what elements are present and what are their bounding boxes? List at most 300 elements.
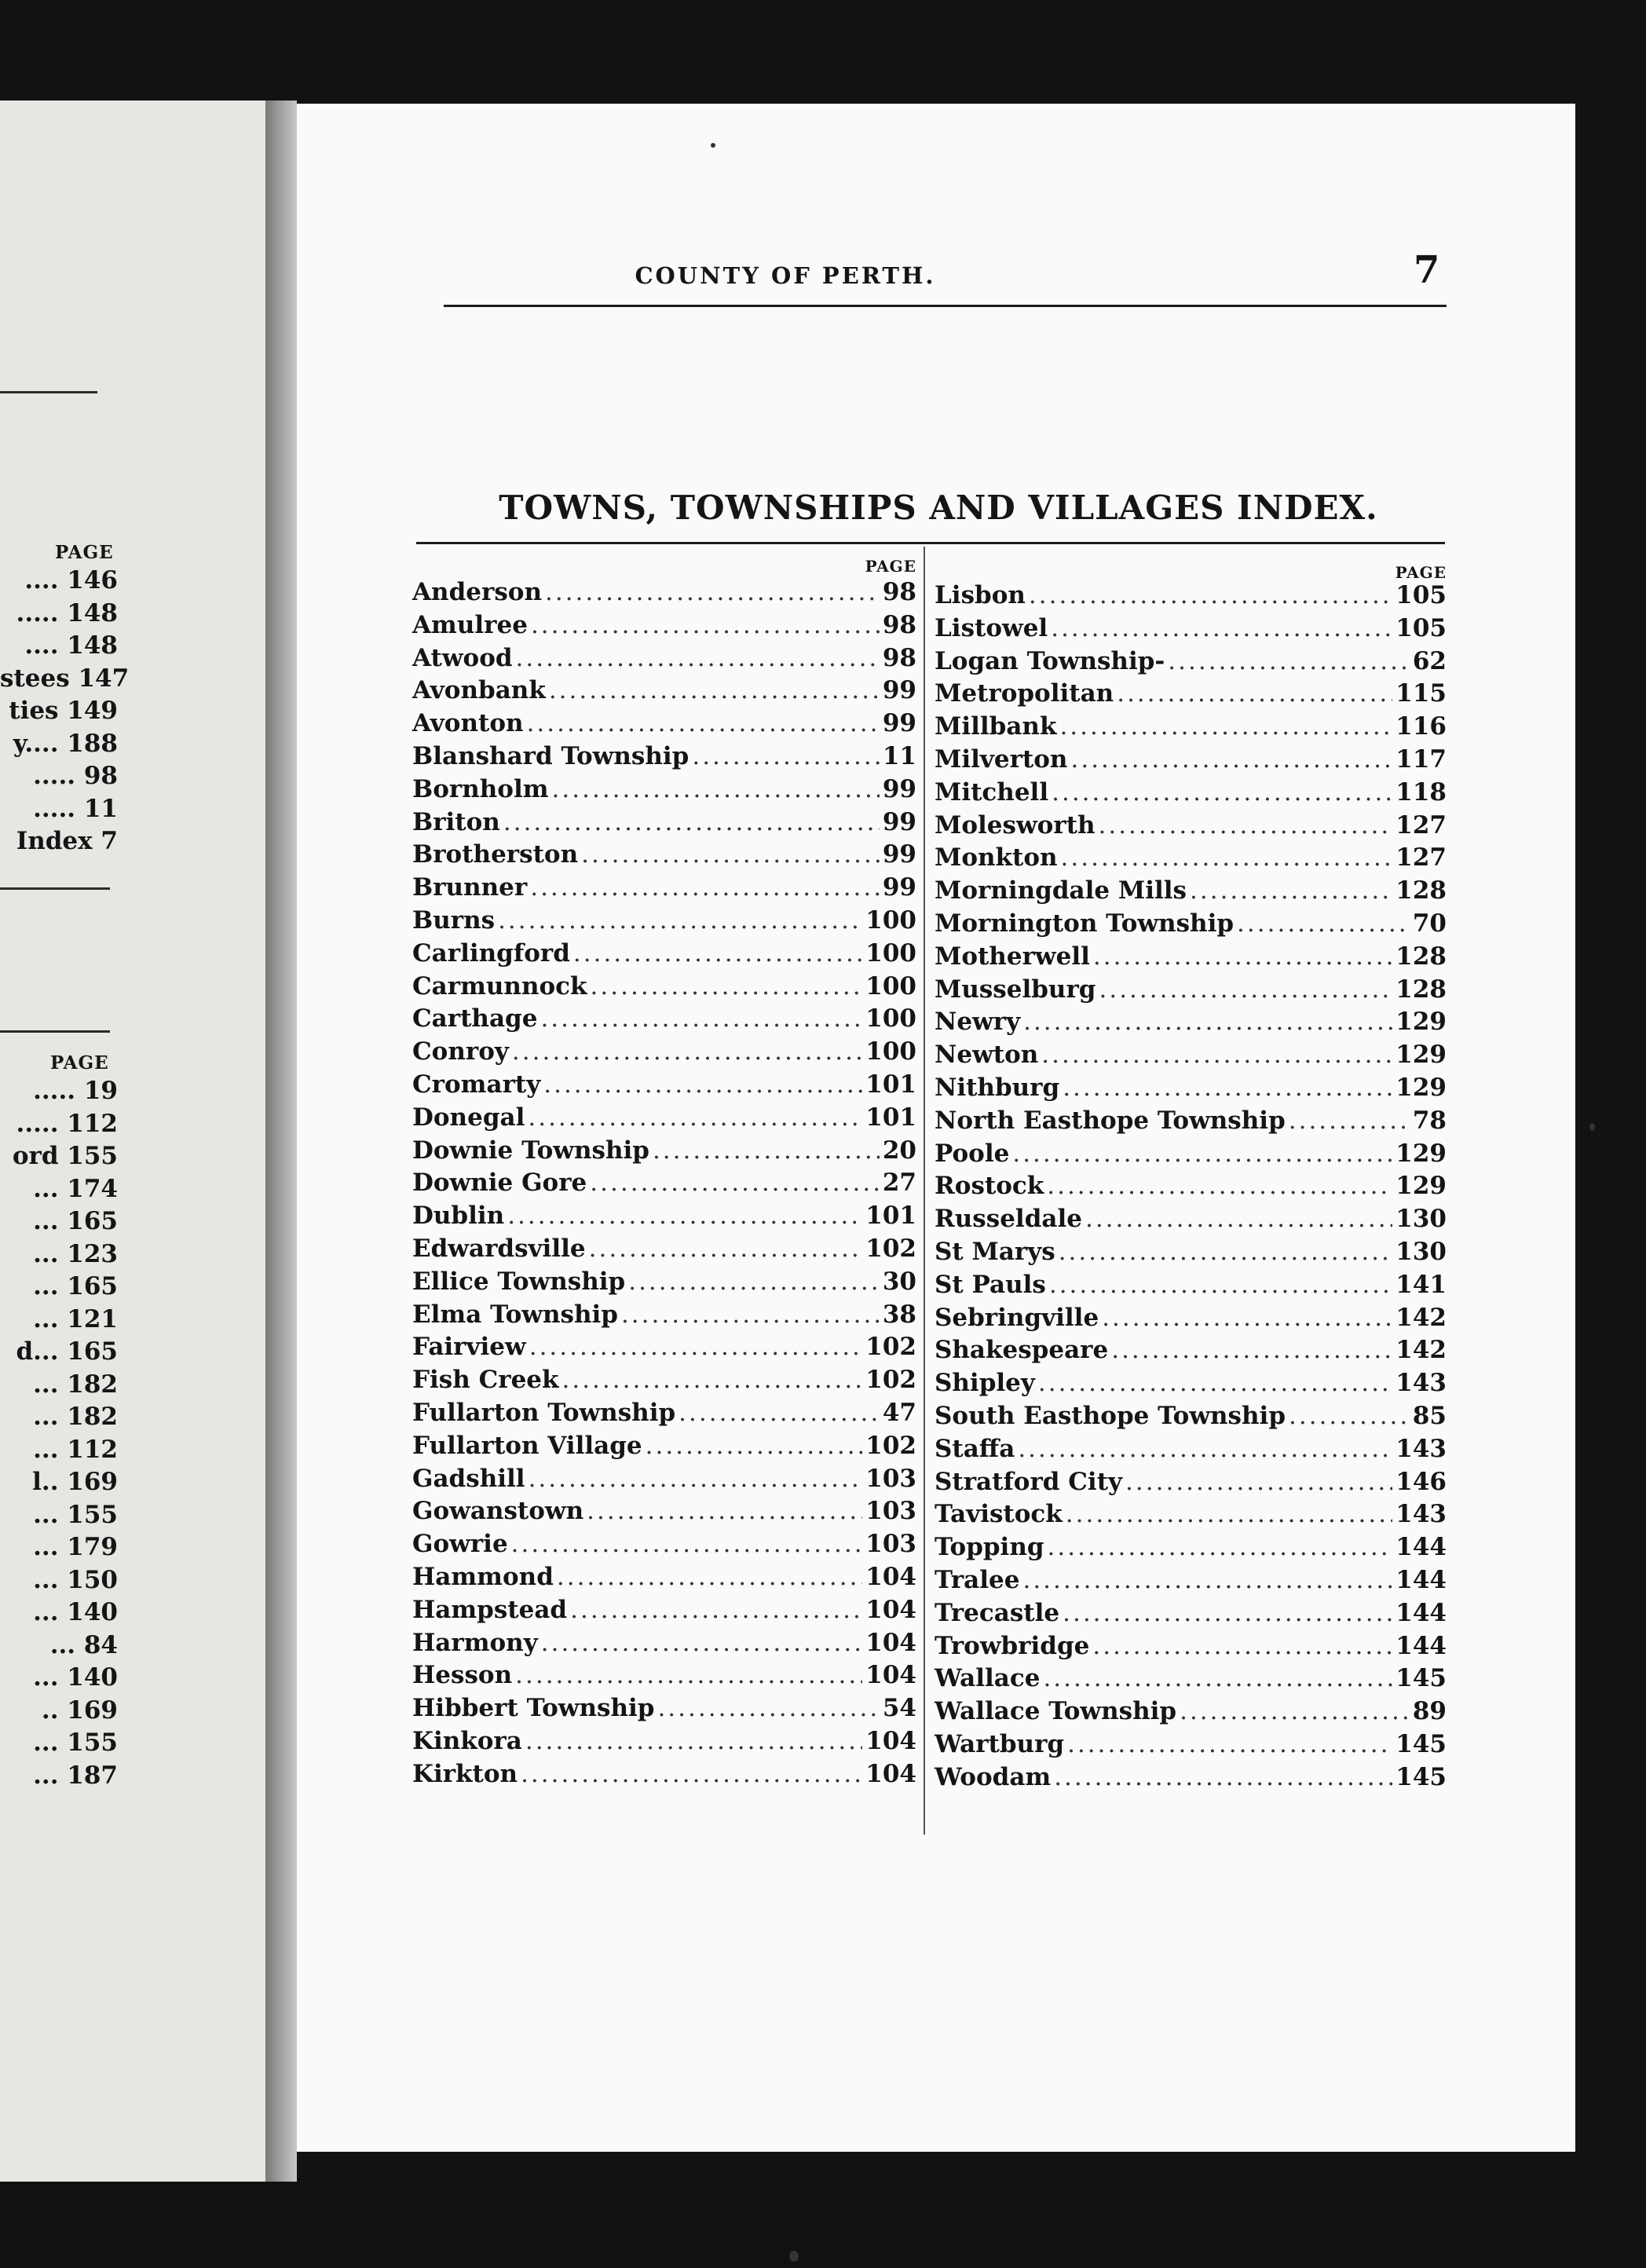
facing-page-row: stees 147 <box>0 664 130 693</box>
entry-page-number: 99 <box>882 873 916 902</box>
entry-name: Gowrie <box>412 1530 508 1559</box>
facing-page-row: ... 165 <box>33 1207 118 1235</box>
leader-dots <box>503 808 880 836</box>
facing-page-row: ..... 19 <box>33 1077 118 1105</box>
index-entry <box>935 1632 1447 1665</box>
entry-page-number: 99 <box>882 709 916 738</box>
entry-name: Hesson <box>412 1661 513 1690</box>
header-rule <box>444 305 1447 307</box>
facing-page-row: ... 165 <box>33 1272 118 1300</box>
leader-dots <box>590 1169 880 1197</box>
index-entry <box>412 775 916 808</box>
entry-name: Hibbert Township <box>412 1694 655 1723</box>
entry-page-number: 100 <box>865 938 916 968</box>
entry-page-number: 116 <box>1395 712 1447 741</box>
entry-page-number: 78 <box>1412 1106 1447 1135</box>
index-entry <box>935 975 1447 1008</box>
leader-dots <box>573 939 862 968</box>
entry-page-number: 102 <box>865 1366 916 1395</box>
entry-name: St Marys <box>935 1237 1055 1266</box>
leader-dots <box>1048 1533 1393 1561</box>
entry-page-number: 127 <box>1395 810 1447 840</box>
entry-page-number: 98 <box>882 578 916 606</box>
entry-name: Molesworth <box>935 810 1096 840</box>
index-entry <box>412 1760 916 1793</box>
entry-name: Morningdale Mills <box>935 876 1187 905</box>
entry-name: Conroy <box>412 1037 509 1066</box>
leader-dots <box>516 644 880 672</box>
index-entry <box>935 778 1447 811</box>
index-entry <box>935 679 1447 712</box>
leader-dots <box>1022 1566 1392 1594</box>
index-entry <box>935 1402 1447 1435</box>
leader-dots <box>628 1268 880 1296</box>
index-title: TOWNS, TOWNSHIPS AND VILLAGES INDEX. <box>499 488 1378 527</box>
entry-page-number: 129 <box>1395 1008 1447 1037</box>
entry-page-number: 115 <box>1395 679 1447 708</box>
entry-page-number: 104 <box>865 1628 916 1657</box>
entry-page-number: 70 <box>1412 909 1447 938</box>
leader-dots <box>529 1333 863 1361</box>
leader-dots <box>1237 909 1410 938</box>
entry-page-number: 146 <box>1395 1467 1447 1496</box>
facing-page-row: ... 174 <box>33 1174 118 1203</box>
entry-page-number: 100 <box>865 905 916 935</box>
entry-page-number: 118 <box>1395 777 1447 807</box>
entry-name: Musselburg <box>935 975 1096 1004</box>
index-entry <box>412 1399 916 1432</box>
index-entry <box>935 909 1447 942</box>
facing-page-row: ... 155 <box>33 1728 118 1757</box>
index-entry <box>412 1169 916 1202</box>
facing-page-row: .. 169 <box>41 1696 118 1725</box>
entry-page-number: 129 <box>1395 1172 1447 1201</box>
leader-dots <box>531 611 880 639</box>
index-entry <box>935 1468 1447 1501</box>
entry-page-number: 101 <box>865 1070 916 1099</box>
index-entry <box>412 1432 916 1465</box>
index-entry <box>412 1629 916 1662</box>
leader-dots <box>511 1530 863 1558</box>
entry-name: Mornington Township <box>935 909 1234 938</box>
facing-page-row: ... 182 <box>33 1370 118 1399</box>
index-entry <box>412 808 916 841</box>
entry-page-number: 104 <box>865 1595 916 1624</box>
leader-dots <box>1092 1632 1392 1660</box>
index-entry <box>935 1763 1447 1796</box>
facing-page-row: .... 148 <box>24 631 118 660</box>
entry-name: Amulree <box>412 610 528 639</box>
entry-page-number: 144 <box>1395 1565 1447 1594</box>
index-entries-right <box>935 581 1447 1795</box>
facing-page-mid-rule <box>0 887 110 890</box>
leader-dots <box>1093 942 1392 971</box>
entry-name: Monkton <box>935 843 1058 872</box>
entry-page-number: 20 <box>882 1136 916 1165</box>
entry-page-number: 101 <box>865 1103 916 1132</box>
entry-page-number: 27 <box>882 1169 916 1198</box>
facing-page-row: d... 165 <box>16 1337 118 1366</box>
index-entry <box>935 843 1447 876</box>
facing-page-lower-header: PAGE <box>50 1052 109 1074</box>
index-entry <box>412 644 916 677</box>
entry-name: Anderson <box>412 578 542 606</box>
leader-dots <box>1061 843 1393 872</box>
index-entry <box>935 1435 1447 1468</box>
entry-name: Newton <box>935 1041 1039 1070</box>
index-entry <box>412 939 916 972</box>
leader-dots <box>521 1760 862 1788</box>
scan-bottom-border <box>0 2182 1646 2268</box>
index-entry <box>935 1336 1447 1369</box>
facing-page-row: ... 140 <box>33 1598 118 1626</box>
entry-page-number: 142 <box>1395 1336 1447 1365</box>
entry-page-number: 100 <box>865 1004 916 1033</box>
index-entry <box>935 1205 1447 1238</box>
entry-page-number: 89 <box>1412 1697 1447 1726</box>
entry-name: Tavistock <box>935 1500 1063 1529</box>
entry-page-number: 117 <box>1395 744 1447 774</box>
leader-dots <box>1099 975 1392 1004</box>
facing-page-upper-header: PAGE <box>55 542 114 563</box>
page-number: 7 <box>1414 248 1440 292</box>
entry-page-number: 144 <box>1395 1598 1447 1627</box>
running-head: COUNTY OF PERTH. <box>635 262 936 289</box>
entry-page-number: 104 <box>865 1726 916 1755</box>
index-entry <box>935 745 1447 778</box>
facing-page-row: ..... 112 <box>16 1109 118 1138</box>
entry-name: Shipley <box>935 1369 1035 1398</box>
leader-dots <box>1051 614 1392 642</box>
entry-name: Tralee <box>935 1565 1020 1594</box>
entry-page-number: 145 <box>1395 1729 1447 1758</box>
leader-dots <box>512 1037 862 1066</box>
leader-dots <box>1102 1304 1392 1332</box>
index-entry <box>935 1304 1447 1337</box>
entry-name: Avonbank <box>412 676 546 705</box>
leader-dots <box>1059 712 1392 741</box>
entry-page-number: 104 <box>865 1661 916 1690</box>
entry-page-number: 129 <box>1395 1139 1447 1168</box>
leader-dots <box>1190 876 1392 905</box>
index-entry <box>935 1533 1447 1566</box>
entry-name: Fullarton Village <box>412 1431 642 1460</box>
column-header-page: PAGE <box>1395 563 1447 582</box>
entry-page-number: 130 <box>1395 1205 1447 1234</box>
dust-speck <box>711 143 715 148</box>
entry-name: Russeldale <box>935 1205 1082 1234</box>
index-entry <box>412 840 916 873</box>
facing-page-row: Index 7 <box>16 827 118 855</box>
facing-page-row: ... 182 <box>33 1403 118 1431</box>
entry-page-number: 145 <box>1395 1762 1447 1791</box>
leader-dots <box>545 578 880 606</box>
leader-dots <box>1111 1336 1392 1364</box>
entry-name: Woodam <box>935 1762 1052 1791</box>
leader-dots <box>692 742 880 770</box>
leader-dots <box>1023 1008 1392 1036</box>
facing-page-row: ... 179 <box>33 1533 118 1561</box>
entry-name: Gowanstown <box>412 1497 584 1526</box>
entry-name: Poole <box>935 1139 1010 1168</box>
entry-name: Metropolitan <box>935 679 1114 708</box>
entry-page-number: 30 <box>882 1267 916 1296</box>
entry-name: Nithburg <box>935 1073 1060 1102</box>
entry-page-number: 102 <box>865 1333 916 1362</box>
facing-page-row: ... 150 <box>33 1565 118 1594</box>
entry-name: Logan Township- <box>935 646 1165 675</box>
leader-dots <box>557 1563 862 1591</box>
entry-page-number: 99 <box>882 807 916 836</box>
entry-name: Trecastle <box>935 1598 1060 1627</box>
leader-dots <box>1066 1500 1393 1528</box>
entry-name: Donegal <box>412 1103 525 1132</box>
entry-page-number: 100 <box>865 1037 916 1066</box>
leader-dots <box>515 1661 862 1689</box>
entry-name: Wartburg <box>935 1729 1065 1758</box>
index-entry <box>412 1694 916 1727</box>
entry-name: Milverton <box>935 744 1068 774</box>
facing-page-fragment <box>0 101 265 2182</box>
leader-dots <box>541 1629 863 1657</box>
entry-page-number: 85 <box>1412 1401 1447 1430</box>
leader-dots <box>646 1432 863 1460</box>
leader-dots <box>1289 1402 1410 1430</box>
entry-page-number: 47 <box>882 1398 916 1427</box>
index-entry <box>412 1268 916 1300</box>
entry-page-number: 105 <box>1395 581 1447 609</box>
index-entry <box>412 611 916 644</box>
entry-name: Lisbon <box>935 581 1026 609</box>
index-entry <box>412 1300 916 1333</box>
facing-page-lower-rule <box>0 1030 110 1033</box>
leader-dots <box>1052 778 1392 807</box>
facing-page-row: ... 123 <box>33 1239 118 1268</box>
index-column-left <box>412 554 916 1792</box>
entry-name: Millbank <box>935 712 1057 741</box>
book-spine-gutter <box>265 101 297 2182</box>
index-entry <box>935 614 1447 647</box>
leader-dots <box>1038 1369 1392 1397</box>
leader-dots <box>1063 1599 1392 1627</box>
leader-dots <box>1168 647 1410 675</box>
index-entry <box>935 581 1447 614</box>
entry-name: Downie Gore <box>412 1169 587 1198</box>
leader-dots <box>1085 1205 1392 1233</box>
index-entry <box>412 1004 916 1037</box>
entry-name: Shakespeare <box>935 1336 1109 1365</box>
leader-dots <box>549 676 880 704</box>
index-entry <box>935 1172 1447 1205</box>
entry-page-number: 11 <box>882 741 916 770</box>
leader-dots <box>657 1694 879 1722</box>
leader-dots <box>1180 1697 1410 1725</box>
entry-name: Kinkora <box>412 1726 522 1755</box>
entry-name: Mitchell <box>935 777 1049 807</box>
entry-page-number: 142 <box>1395 1303 1447 1332</box>
entry-name: North Easthope Township <box>935 1106 1286 1135</box>
leader-dots <box>570 1596 862 1624</box>
entry-name: Elma Township <box>412 1300 618 1329</box>
entry-page-number: 62 <box>1412 646 1447 675</box>
entry-page-number: 103 <box>865 1530 916 1559</box>
leader-dots <box>1117 679 1392 708</box>
leader-dots <box>1063 1074 1392 1102</box>
facing-page-row: ... 140 <box>33 1663 118 1692</box>
index-column-right <box>935 554 1447 1795</box>
entry-name: Brunner <box>412 873 528 902</box>
entry-page-number: 130 <box>1395 1237 1447 1266</box>
entry-name: Staffa <box>935 1434 1015 1463</box>
entry-page-number: 127 <box>1395 843 1447 872</box>
entry-name: Bornholm <box>412 774 549 803</box>
index-entry <box>935 1139 1447 1172</box>
entry-name: Downie Township <box>412 1136 649 1165</box>
index-entry <box>935 942 1447 975</box>
index-entry <box>935 1271 1447 1304</box>
entry-page-number: 99 <box>882 774 916 803</box>
index-entry <box>935 1369 1447 1402</box>
dust-speck <box>789 2251 799 2262</box>
entry-name: Topping <box>935 1533 1044 1562</box>
entry-page-number: 99 <box>882 676 916 705</box>
leader-dots <box>529 1465 863 1493</box>
entry-page-number: 128 <box>1395 975 1447 1004</box>
leader-dots <box>1289 1107 1410 1135</box>
index-entry <box>412 709 916 742</box>
index-entry <box>412 1202 916 1235</box>
entry-name: Motherwell <box>935 942 1090 971</box>
facing-page-row: ... 187 <box>33 1761 118 1790</box>
entry-page-number: 105 <box>1395 613 1447 642</box>
leader-dots <box>543 1070 862 1099</box>
index-entry <box>412 1037 916 1070</box>
facing-page-row: .... 146 <box>24 566 118 594</box>
leader-dots <box>591 972 863 1000</box>
entry-page-number: 98 <box>882 610 916 639</box>
leader-dots <box>540 1004 862 1033</box>
entry-name: Dublin <box>412 1202 505 1231</box>
index-entry <box>935 811 1447 844</box>
index-entry <box>412 1530 916 1563</box>
column-header-page: PAGE <box>865 557 916 576</box>
entry-name: Ellice Township <box>412 1267 626 1296</box>
index-entry <box>412 906 916 939</box>
facing-page-row: ties 149 <box>9 697 118 725</box>
entry-name: Newry <box>935 1008 1021 1037</box>
facing-page-row: ..... 11 <box>33 794 118 823</box>
entry-page-number: 100 <box>865 971 916 1000</box>
leader-dots <box>1067 1730 1392 1758</box>
entry-name: Blanshard Township <box>412 741 689 770</box>
entry-page-number: 143 <box>1395 1500 1447 1529</box>
facing-page-row: ord 155 <box>12 1142 118 1170</box>
facing-page-row: ..... 148 <box>16 598 118 627</box>
dust-speck <box>1589 1123 1595 1131</box>
leader-dots <box>530 873 880 902</box>
leader-dots <box>1043 1664 1392 1692</box>
entry-name: Brotherston <box>412 840 579 869</box>
entry-name: Stratford City <box>935 1467 1123 1496</box>
leader-dots <box>589 1235 863 1263</box>
entry-name: Rostock <box>935 1172 1044 1201</box>
entry-name: Wallace <box>935 1664 1041 1693</box>
leader-dots <box>653 1136 880 1165</box>
entry-name: Hampstead <box>412 1595 568 1624</box>
index-entry <box>412 1465 916 1498</box>
index-entry <box>935 1566 1447 1599</box>
index-entry <box>412 676 916 709</box>
leader-dots <box>1125 1468 1392 1496</box>
facing-page-row: ... 84 <box>49 1630 118 1659</box>
entry-name: Avonton <box>412 709 524 738</box>
entry-name: Gadshill <box>412 1464 525 1493</box>
leader-dots <box>552 775 880 803</box>
leader-dots <box>1018 1435 1392 1463</box>
entry-page-number: 144 <box>1395 1631 1447 1660</box>
entry-page-number: 98 <box>882 643 916 672</box>
leader-dots <box>679 1399 880 1427</box>
leader-dots <box>1059 1238 1393 1266</box>
entry-page-number: 99 <box>882 840 916 869</box>
index-entry <box>412 1366 916 1399</box>
index-entry <box>412 1563 916 1596</box>
entry-name: Atwood <box>412 643 513 672</box>
leader-dots <box>528 1103 862 1132</box>
entry-name: Fairview <box>412 1333 526 1362</box>
index-entry <box>412 972 916 1005</box>
leader-dots <box>525 1727 862 1755</box>
entry-name: Carmunnock <box>412 971 587 1000</box>
entry-page-number: 38 <box>882 1300 916 1329</box>
leader-dots <box>498 906 862 935</box>
entry-page-number: 104 <box>865 1759 916 1788</box>
entry-page-number: 102 <box>865 1234 916 1263</box>
entry-name: Carlingford <box>412 938 570 968</box>
entry-name: St Pauls <box>935 1270 1046 1299</box>
entry-name: Edwardsville <box>412 1234 586 1263</box>
index-entry <box>412 1235 916 1268</box>
leader-dots <box>507 1202 862 1230</box>
leader-dots <box>621 1300 880 1329</box>
index-entry <box>935 712 1447 745</box>
index-entry <box>412 742 916 775</box>
leader-dots <box>581 840 880 869</box>
index-entry <box>412 1333 916 1366</box>
leader-dots <box>1049 1271 1392 1299</box>
index-entry <box>412 1596 916 1629</box>
index-entry <box>412 1497 916 1530</box>
entry-name: Trowbridge <box>935 1631 1090 1660</box>
index-entry <box>412 1727 916 1760</box>
entry-page-number: 128 <box>1395 942 1447 971</box>
entry-name: Kirkton <box>412 1759 518 1788</box>
leader-dots <box>527 709 880 737</box>
facing-page-top-rule <box>0 391 97 393</box>
entry-page-number: 102 <box>865 1431 916 1460</box>
facing-page-row: ... 121 <box>33 1304 118 1333</box>
index-entry <box>412 1103 916 1136</box>
index-entry <box>412 1136 916 1169</box>
entry-page-number: 143 <box>1395 1369 1447 1398</box>
entry-name: Cromarty <box>412 1070 541 1099</box>
entry-name: Burns <box>412 905 496 935</box>
index-entries-left <box>412 578 916 1792</box>
leader-dots <box>1012 1139 1392 1168</box>
index-entry <box>935 1041 1447 1074</box>
entry-name: Fullarton Township <box>412 1398 676 1427</box>
index-entry <box>935 1074 1447 1107</box>
